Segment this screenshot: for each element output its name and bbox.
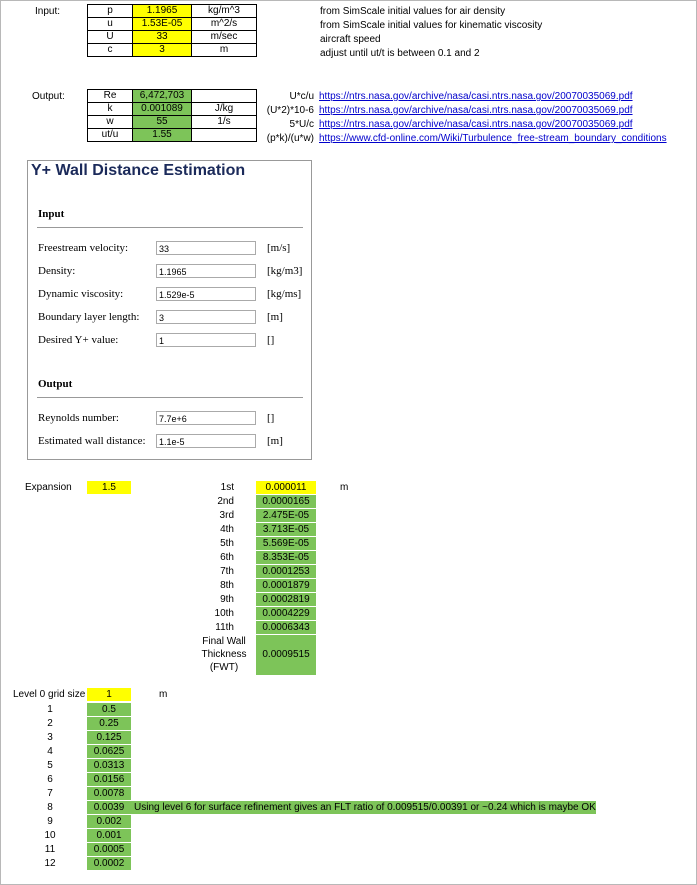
level-size[interactable]: 0.0313 [87, 759, 131, 772]
input-row [88, 5, 257, 18]
level-size[interactable]: 0.001 [87, 829, 131, 842]
level-number: 5 [47, 760, 53, 771]
output-row [88, 103, 257, 116]
result-unit: [] [267, 412, 275, 424]
expansion-value[interactable]: 1.5 [87, 481, 131, 494]
output-value[interactable]: 55 [133, 116, 192, 129]
output-value[interactable]: 6,472,703 [133, 90, 192, 103]
layer-unit: m [340, 482, 349, 493]
input-unit[interactable]: m^2/s [192, 18, 257, 31]
reference-link[interactable]: https://ntrs.nasa.gov/archive/nasa/casi.ntrs.nasa.gov/20070035069.pdf [319, 119, 633, 130]
input-unit[interactable]: m [192, 44, 257, 57]
input-unit[interactable]: kg/m^3 [192, 5, 257, 18]
output-row [88, 90, 257, 103]
boundary-layer-length-input[interactable]: 3 [156, 310, 256, 324]
reference-link[interactable]: https://ntrs.nasa.gov/archive/nasa/casi.ntrs.nasa.gov/20070035069.pdf [319, 105, 633, 116]
input-row [88, 31, 257, 44]
output-formula: U*c/u [289, 91, 314, 102]
layer-name: 10th [214, 608, 234, 619]
layer-value[interactable]: 0.0006343 [256, 621, 316, 634]
input-value[interactable]: 1.1965 [133, 5, 192, 18]
grid-unit: m [159, 689, 168, 700]
fwt-label: (FWT) [209, 662, 239, 673]
wall-distance-output[interactable]: 1.1e-5 [156, 434, 256, 448]
layer-name: 9th [220, 594, 234, 605]
layer-name: 11th [215, 622, 234, 633]
level-size[interactable]: 0.0078 [87, 787, 131, 800]
yplus-input-heading: Input [38, 208, 65, 220]
fwt-label: Final Wall [202, 636, 246, 647]
expansion-label: Expansion [25, 482, 72, 493]
freestream-velocity-input[interactable]: 33 [156, 241, 256, 255]
field-unit: [m] [267, 311, 283, 323]
field-unit: [m/s] [267, 242, 291, 254]
field-unit: [] [267, 334, 275, 346]
level-number: 1 [47, 704, 53, 715]
result-unit: [m] [267, 435, 283, 447]
level-size[interactable]: 0.0039 [87, 801, 131, 814]
fwt-label: Thickness [201, 649, 247, 660]
layer-value[interactable]: 5.569E-05 [256, 537, 316, 550]
input-note: adjust until ut/t is between 0.1 and 2 [320, 48, 480, 59]
output-unit[interactable]: J/kg [192, 103, 257, 116]
layer-value[interactable]: 0.0001879 [256, 579, 316, 592]
output-value[interactable]: 1.55 [133, 129, 192, 142]
output-table [87, 89, 257, 142]
layer-value[interactable]: 8.353E-05 [256, 551, 316, 564]
input-note: from SimScale initial values for kinematic viscosity [320, 20, 543, 31]
layer-name: 1st [220, 482, 234, 493]
level-size[interactable]: 0.0002 [87, 857, 131, 870]
refinement-comment[interactable]: Using level 6 for surface refinement gives an FLT ratio of 0.009515/0.00391 or ~0.24 which is maybe OK [131, 801, 596, 814]
input-symbol[interactable]: c [88, 44, 133, 57]
level-number: 10 [44, 830, 56, 841]
level-number: 12 [44, 858, 56, 869]
result-label: Reynolds number: [38, 412, 119, 424]
layer-name: 7th [220, 566, 234, 577]
field-unit: [kg/m3] [267, 265, 303, 277]
output-formula: (U*2)*10-6 [266, 105, 314, 116]
input-symbol[interactable]: u [88, 18, 133, 31]
level-number: 11 [44, 844, 56, 855]
field-label: Desired Y+ value: [38, 334, 119, 346]
output-symbol[interactable]: Re [88, 90, 133, 103]
divider [37, 227, 303, 228]
yplus-panel [27, 160, 312, 460]
field-label: Boundary layer length: [38, 311, 140, 323]
divider [37, 397, 303, 398]
dynamic-viscosity-input[interactable]: 1.529e-5 [156, 287, 256, 301]
input-unit[interactable]: m/sec [192, 31, 257, 44]
output-formula: 5*U/c [289, 119, 314, 130]
level-number: 4 [47, 746, 53, 757]
input-table [87, 4, 257, 57]
density-input[interactable]: 1.1965 [156, 264, 256, 278]
level-size[interactable]: 0.002 [87, 815, 131, 828]
layer-value[interactable]: 3.713E-05 [256, 523, 316, 536]
reference-link[interactable]: https://ntrs.nasa.gov/archive/nasa/casi.ntrs.nasa.gov/20070035069.pdf [319, 91, 633, 102]
output-formula: (p*k)/(u*w) [266, 133, 314, 144]
layer-name: 4th [220, 524, 234, 535]
input-row [88, 18, 257, 31]
layer-name: 6th [220, 552, 234, 563]
input-row [88, 44, 257, 57]
layer-value[interactable]: 2.475E-05 [256, 509, 316, 522]
grid-label: Level 0 grid size [13, 689, 86, 700]
level-size[interactable]: 0.0625 [87, 745, 131, 758]
layer-value[interactable]: 0.000011 [256, 481, 316, 494]
input-value[interactable]: 3 [133, 44, 192, 57]
layer-value[interactable]: 0.0000165 [256, 495, 316, 508]
yplus-output-heading: Output [38, 378, 73, 390]
input-note: from SimScale initial values for air density [320, 6, 506, 17]
level-number: 9 [47, 816, 53, 827]
level-number: 8 [47, 802, 53, 813]
output-row [88, 129, 257, 142]
output-symbol[interactable]: w [88, 116, 133, 129]
input-label: Input: [35, 6, 61, 17]
level-size[interactable]: 0.25 [87, 717, 131, 730]
level-size[interactable]: 0.0156 [87, 773, 131, 786]
output-row [88, 116, 257, 129]
layer-name: 8th [220, 580, 234, 591]
output-symbol[interactable]: k [88, 103, 133, 116]
reference-link[interactable]: https://www.cfd-online.com/Wiki/Turbulence_free-stream_boundary_conditions [319, 133, 667, 144]
result-label: Estimated wall distance: [38, 435, 146, 447]
reynolds-number-output[interactable]: 7.7e+6 [156, 411, 256, 425]
level-number: 3 [47, 732, 53, 743]
field-label: Dynamic viscosity: [38, 288, 124, 300]
level-size[interactable]: 0.5 [87, 703, 131, 716]
field-label: Density: [38, 265, 76, 277]
output-symbol[interactable]: ut/u [88, 129, 133, 142]
field-label: Freestream velocity: [38, 242, 129, 254]
layer-value[interactable]: 0.0004229 [256, 607, 316, 620]
output-value[interactable]: 0.001089 [133, 103, 192, 116]
level-number: 7 [47, 788, 53, 799]
layer-name: 5th [220, 538, 234, 549]
output-label: Output: [32, 91, 65, 102]
output-unit[interactable]: 1/s [192, 116, 257, 129]
layer-name: 2nd [217, 496, 234, 507]
layer-value[interactable]: 0.0001253 [256, 565, 316, 578]
yplus-title: Y+ Wall Distance Estimation [31, 162, 246, 179]
desired-yplus-input[interactable]: 1 [156, 333, 256, 347]
field-unit: [kg/ms] [267, 288, 302, 300]
level-size[interactable]: 0.125 [87, 731, 131, 744]
layer-name: 3rd [219, 510, 234, 521]
level-number: 2 [47, 718, 53, 729]
level-size[interactable]: 0.0005 [87, 843, 131, 856]
grid-size-value[interactable]: 1 [87, 688, 131, 701]
input-symbol[interactable]: p [88, 5, 133, 18]
input-value[interactable]: 33 [133, 31, 192, 44]
input-note: aircraft speed [320, 34, 381, 45]
input-value[interactable]: 1.53E-05 [133, 18, 192, 31]
layer-value[interactable]: 0.0002819 [256, 593, 316, 606]
input-symbol[interactable]: U [88, 31, 133, 44]
fwt-value[interactable]: 0.0009515 [256, 635, 316, 675]
level-number: 6 [47, 774, 53, 785]
